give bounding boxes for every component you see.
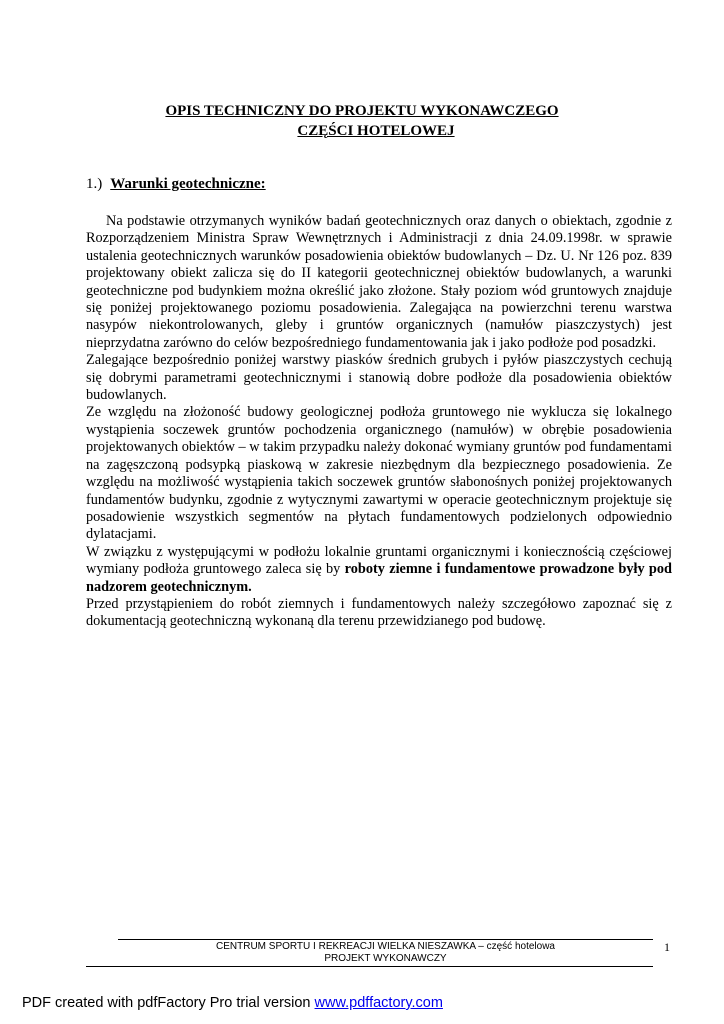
paragraph-5: Przed przystąpieniem do robót ziemnych i fundamentowych należy szczegółowo zapoznać się z dokumentacją geotechniczną wykonaną dla terenu przewidzianego pod budowę. xyxy=(86,595,672,630)
section-heading xyxy=(86,176,266,193)
section-title: Warunki geotechniczne: xyxy=(110,176,266,192)
footer-project-name: CENTRUM SPORTU I REKREACJI WIELKA NIESZAWKA – część hotelowa xyxy=(216,941,555,952)
paragraph-4 xyxy=(86,544,672,596)
title-line-2: CZĘŚCI HOTELOWEJ xyxy=(297,123,455,139)
paragraph-2: Zalegające bezpośrednio poniżej warstwy piasków średnich grubych i pyłów piaszczystych cechują się dobrymi parametrami geotechnicznymi i stanowią dobre podłoże dla posadowienia obiektów budowlanych. xyxy=(86,352,672,404)
pdffactory-link[interactable]: www.pdffactory.com xyxy=(314,995,443,1011)
footer-project-stage: PROJEKT WYKONAWCZY xyxy=(324,953,447,964)
pdf-watermark xyxy=(22,995,443,1011)
pdf-watermark-text: PDF created with pdfFactory Pro trial version xyxy=(22,995,315,1011)
page-footer xyxy=(118,941,653,965)
footer-divider-top xyxy=(118,939,653,940)
paragraph-3: Ze względu na złożoność budowy geologicznej podłoża gruntowego nie wyklucza się lokalnego wystąpienia soczewek gruntów pochodzenia organicznego (namułów) w obrębie posadowienia projektowanych obiektów – w takim przypadku należy dokonać wymiany gruntów pod fundamentami na zagęszczoną podsypką piaskową w zakresie niezbędnym dla bezpiecznego posadowienia. Ze względu na możliwość wystąpienia takich soczewek gruntów słabonośnych poniżej projektowanych fundamentów budynku, zgodnie z wytycznymi zawartymi w operacie geotechnicznym projektuje się posadowienie wszystkich segmentów na płytach fundamentowych podzielonych odpowiednio dylatacjami. xyxy=(86,404,672,543)
document-title xyxy=(0,101,724,141)
footer-divider-bottom xyxy=(86,966,653,967)
section-number: 1.) xyxy=(86,176,103,192)
page-number: 1 xyxy=(664,940,670,954)
paragraph-4-bold-text: roboty ziemne i fundamentowe prowadzone były pod nadzorem geotechnicznym. xyxy=(86,561,672,595)
paragraph-4-text: W związku z występującymi w podłożu lokalnie gruntami organicznymi i koniecznością częściowej wymiany podłoża gruntowego zaleca się by xyxy=(86,543,672,578)
paragraph-1: Na podstawie otrzymanych wyników badań geotechnicznych oraz danych o obiektach, zgodnie z Rozporządzeniem Ministra Spraw Wewnętrznych i Administracji z dnia 24.09.1998r. w sprawie ustalenia geotechnicznych warunków posadowienia obiektów budowlanych – Dz. U. Nr 126 poz. 839 projektowany obiekt zalicza się do II kategorii geotechnicznej obiektów budowlanych, a warunki geotechniczne pod budynkiem można określić jako złożone. Stały poziom wód gruntowych znajduje się poniżej projektowanego poziomu posadowienia. Zalegająca na powierzchni terenu warstwa nasypów niekontrolowanych, gleby i gruntów organicznych (namułów piaszczystych) jest nieprzydatna zarówno do celów bezpośredniego fundamentowania jak i jako podłoże pod posadzki. xyxy=(86,213,672,351)
title-line-1: OPIS TECHNICZNY DO PROJEKTU WYKONAWCZEGO xyxy=(165,103,559,119)
document-body xyxy=(86,213,672,631)
